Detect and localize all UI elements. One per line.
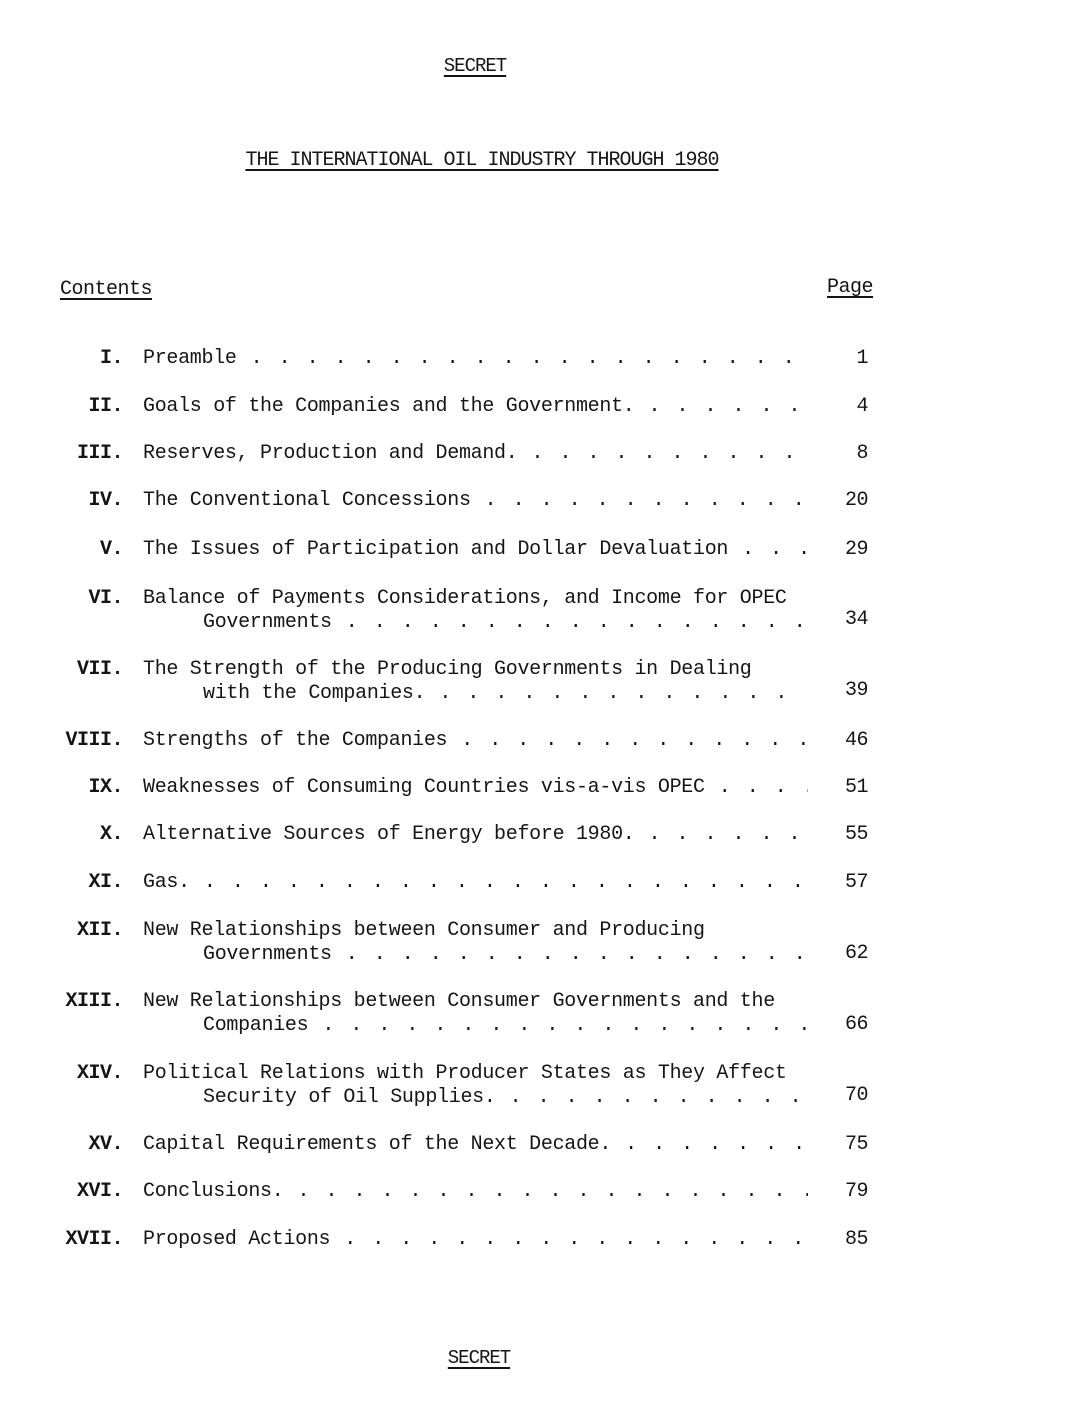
toc-entry-number: X. (99, 823, 123, 846)
toc-entry-number: IX. (88, 776, 123, 799)
toc-entry-title (143, 395, 808, 419)
toc-entry-title (143, 1133, 808, 1157)
page-column-heading (827, 276, 873, 299)
toc-entry-title-line: Alternative Sources of Energy before 1980. . . . (143, 823, 808, 847)
toc-entry-title-line: Goals of the Companies and the Government. . . . (143, 395, 808, 419)
toc-entry-title (143, 990, 808, 1038)
toc-entry-title-line: Balance of Payments Considerations, and Income for OPEC (143, 587, 787, 610)
toc-entry-number: XII. (76, 919, 123, 942)
contents-heading-text: Contents (60, 278, 153, 301)
toc-entry-number: I. (99, 347, 123, 370)
toc-entry-page: 62 (844, 942, 868, 965)
document-title (0, 149, 964, 172)
toc-entry-page: 79 (844, 1180, 868, 1203)
toc-entry-page: 85 (844, 1228, 868, 1251)
toc-entry-number: IV. (88, 489, 123, 512)
toc-entry-number: V. (99, 538, 123, 561)
toc-entry-page: 66 (844, 1013, 868, 1036)
toc-entry-title-line: Governments . . . (143, 611, 808, 635)
toc-entry-number: II. (88, 395, 123, 418)
toc-entry-page: 57 (844, 871, 868, 894)
page-column-heading-text: Page (827, 276, 874, 299)
toc-entry-title-line: The Conventional Concessions . . . (143, 489, 808, 513)
toc-entry-page: 29 (844, 538, 868, 561)
toc-entry-number: III. (76, 442, 123, 465)
toc-entry-title-line: Strengths of the Companies . . . (143, 729, 808, 753)
toc-entry-title-line: Capital Requirements of the Next Decade. . . . (143, 1133, 808, 1157)
contents-heading (60, 278, 152, 301)
toc-entry-title-line: New Relationships between Consumer Governments and the (143, 990, 775, 1013)
toc-entry-title-line: The Strength of the Producing Governments in Dealing (143, 658, 752, 681)
toc-entry-number: XIII. (65, 990, 123, 1013)
toc-entry-title-line: Gas. . . . (143, 871, 808, 895)
toc-entry-number: XVII. (65, 1228, 123, 1251)
toc-entry-title (143, 489, 808, 513)
toc-entry-title-line: New Relationships between Consumer and Producing (143, 919, 705, 942)
toc-entry-title-line: with the Companies. . . . (143, 682, 808, 706)
toc-entry-title (143, 538, 808, 562)
toc-entry-number: XIV. (76, 1062, 123, 1085)
toc-entry-title-line: Preamble . . . (143, 347, 808, 371)
toc-entry-number: VI. (88, 587, 123, 610)
toc-entry-title-line: Security of Oil Supplies. . . . (143, 1086, 808, 1110)
toc-entry-title-line: Governments . . . (143, 943, 808, 967)
toc-entry-title (143, 919, 808, 967)
toc-entry-page: 70 (844, 1084, 868, 1107)
toc-entry-title-line: Weaknesses of Consuming Countries vis-a-vis OPEC . . . (143, 776, 808, 800)
classification-footer-text: SECRET (447, 1347, 511, 1369)
toc-entry-page: 75 (844, 1133, 868, 1156)
document-title-text: THE INTERNATIONAL OIL INDUSTRY THROUGH 1980 (245, 149, 719, 172)
classification-header (0, 55, 950, 77)
toc-entry-title (143, 587, 808, 635)
classification-header-text: SECRET (443, 55, 507, 77)
toc-entry-page: 20 (844, 489, 868, 512)
toc-entry-title-line: Political Relations with Producer States as They Affect (143, 1062, 787, 1085)
toc-entry-page: 1 (856, 347, 868, 370)
toc-entry-title (143, 442, 808, 466)
toc-entry-title (143, 729, 808, 753)
toc-entry-title (143, 1180, 808, 1204)
toc-entry-title-line: Reserves, Production and Demand. . . . (143, 442, 808, 466)
toc-entry-number: XV. (88, 1133, 123, 1156)
toc-entry-title (143, 658, 808, 706)
toc-entry-number: XVI. (76, 1180, 123, 1203)
toc-entry-page: 46 (844, 729, 868, 752)
toc-entry-page: 39 (844, 679, 868, 702)
toc-entry-number: VIII. (65, 729, 123, 752)
toc-entry-title (143, 871, 808, 895)
toc-entry-page: 51 (844, 776, 868, 799)
toc-entry-title-line: Companies . . . (143, 1014, 808, 1038)
toc-entry-title-line: The Issues of Participation and Dollar Devaluation . . . (143, 538, 808, 562)
toc-entry-page: 55 (844, 823, 868, 846)
classification-footer (0, 1347, 958, 1369)
toc-entry-page: 34 (844, 608, 868, 631)
toc-entry-number: XI. (88, 871, 123, 894)
toc-entry-title (143, 823, 808, 847)
toc-entry-title (143, 1228, 808, 1252)
toc-entry-title-line: Proposed Actions . . . (143, 1228, 808, 1252)
toc-entry-title (143, 347, 808, 371)
toc-entry-title (143, 1062, 808, 1110)
toc-entry-title-line: Conclusions. . . . (143, 1180, 808, 1204)
toc-entry-page: 8 (856, 442, 868, 465)
toc-entry-number: VII. (76, 658, 123, 681)
toc-entry-page: 4 (856, 395, 868, 418)
toc-entry-title (143, 776, 808, 800)
